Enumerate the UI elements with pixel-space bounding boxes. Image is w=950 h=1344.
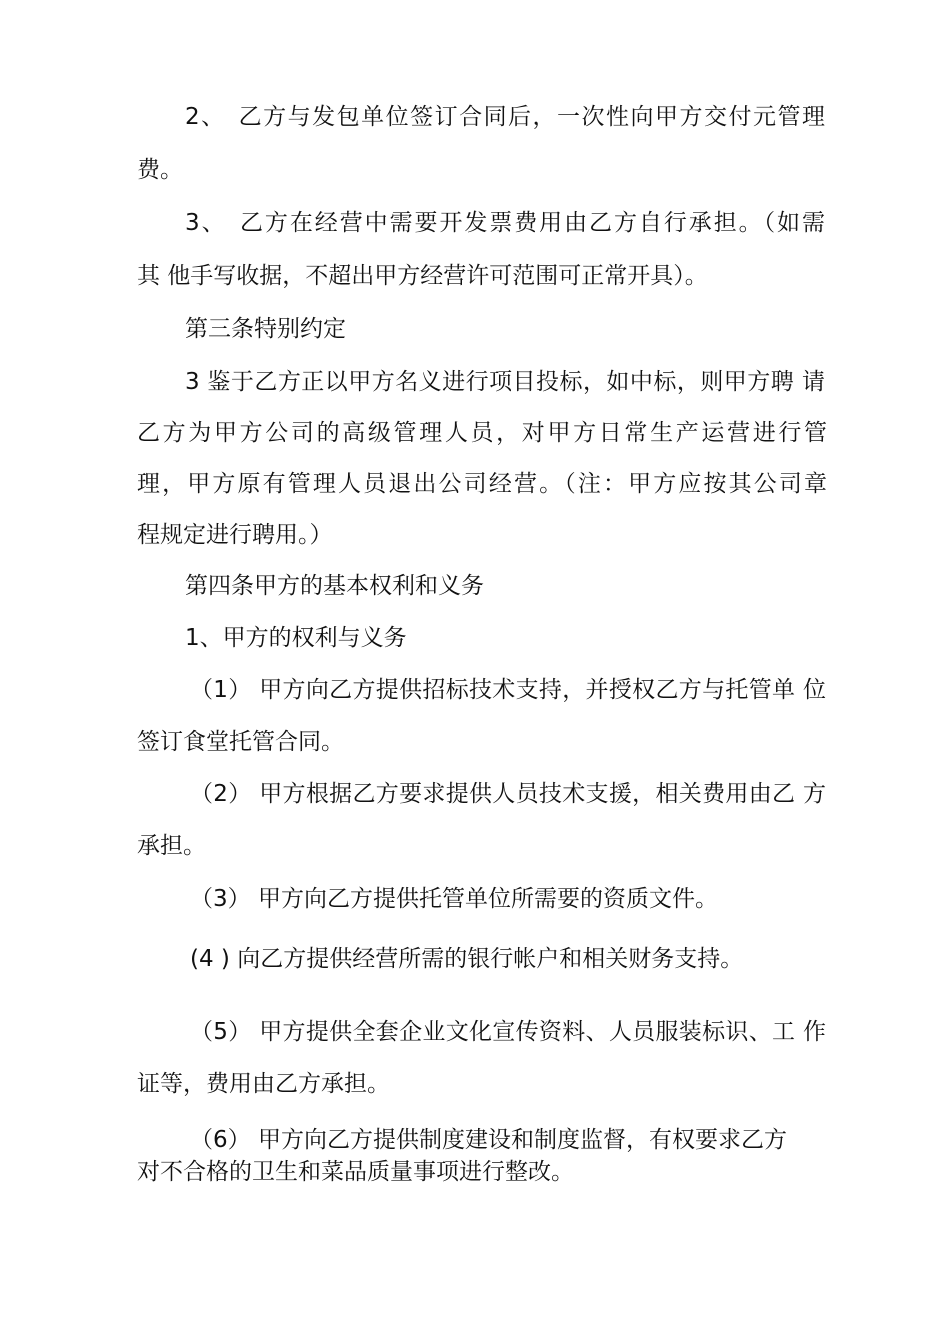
paragraph-line: （5） 甲方提供全套企业文化宣传资料、人员服装标识、工 作 <box>190 1019 826 1045</box>
paragraph-line: 程规定进行聘用。） <box>137 522 333 548</box>
paragraph-line: (4 ) 向乙方提供经营所需的银行帐户和相关财务支持。 <box>190 946 744 972</box>
paragraph-line: 理，甲方原有管理人员退出公司经营。（注：甲方应按其公司章 <box>137 471 827 497</box>
paragraph-line: 承担。 <box>137 833 206 859</box>
paragraph-line: 费。 <box>137 157 183 183</box>
paragraph-line: 证等，费用由乙方承担。 <box>137 1071 390 1097</box>
paragraph-line: 其 他手写收据，不超出甲方经营许可范围可正常开具）。 <box>137 263 708 289</box>
paragraph-line: （1） 甲方向乙方提供招标技术支持，并授权乙方与托管单 位 <box>190 677 826 703</box>
paragraph-line: （2） 甲方根据乙方要求提供人员技术支援，相关费用由乙 方 <box>190 781 826 807</box>
paragraph-line: （6） 甲方向乙方提供制度建设和制度监督，有权要求乙方 <box>190 1127 787 1153</box>
paragraph-line: 签订食堂托管合同。 <box>137 729 344 755</box>
section-heading: 第四条甲方的基本权利和义务 <box>185 573 484 599</box>
subsection-heading: 1、甲方的权利与义务 <box>185 625 407 651</box>
paragraph-line: 3、 乙方在经营中需要开发票费用由乙方自行承担。（如需 <box>185 210 825 236</box>
paragraph-line: 3 鉴于乙方正以甲方名义进行项目投标，如中标，则甲方聘 请 <box>185 369 825 395</box>
paragraph-line: 对不合格的卫生和菜品质量事项进行整改。 <box>137 1159 574 1185</box>
paragraph-line: （3） 甲方向乙方提供托管单位所需要的资质文件。 <box>190 886 718 912</box>
paragraph-line: 2、 乙方与发包单位签订合同后，一次性向甲方交付元管理 <box>185 104 825 130</box>
section-heading: 第三条特别约定 <box>185 316 346 342</box>
paragraph-line: 乙方为甲方公司的高级管理人员，对甲方日常生产运营进行管 <box>137 420 827 446</box>
